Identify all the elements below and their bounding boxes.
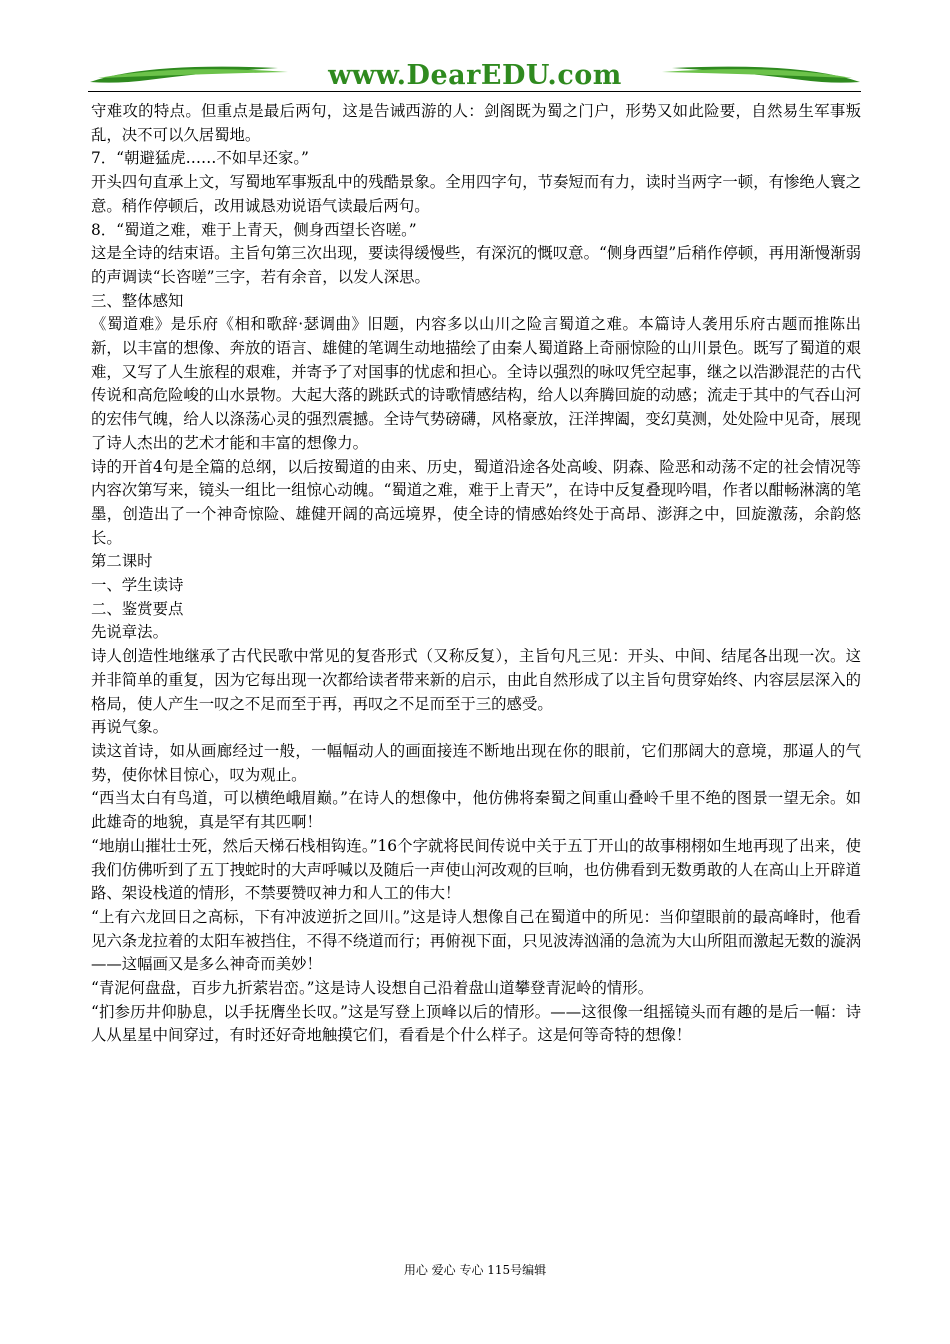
paragraph: 这是全诗的结束语。主旨句第三次出现，要读得缓慢些，有深沉的慨叹意。“侧身西望”后稍作停顿，再用渐慢渐弱的声调读“长咨嗟”三字，若有余音，以发人深思。	[91, 244, 861, 286]
paragraph: 诗人创造性地继承了古代民歌中常见的复沓形式（又称反复），主旨句凡三见：开头、中间、结尾各出现一次。这并非简单的重复，因为它每出现一次都给读者带来新的启示，由此自然形成了以主旨句贯穿始终、内容层层深入的格局，使人产生一叹之不足而至于再，再叹之不足而至于三的感受。	[91, 647, 861, 713]
paragraph: “扪参历井仰胁息，以手抚膺坐长叹。”这是写登上顶峰以后的情形。——这很像一组摇镜头而有趣的是后一幅：诗人从星星中间穿过，有时还好奇地触摸它们，看看是个什么样子。这是何等奇特的想像！	[91, 1002, 861, 1045]
section-heading: 一、学生读诗	[91, 576, 184, 595]
paragraph: 读这首诗，如从画廊经过一般，一幅幅动人的画面接连不断地出现在你的眼前，它们那阔大的意境，那逼人的气势，使你怵目惊心，叹为观止。	[91, 741, 861, 784]
site-header	[88, 58, 862, 94]
header-rule	[88, 91, 861, 92]
paragraph: 7．“朝避猛虎……不如早还家。”	[91, 149, 309, 168]
paragraph: “上有六龙回日之高标，下有冲波逆折之回川。”这是诗人想像自己在蜀道中的所见：当仰望眼前的最高峰时，他看见六条龙拉着的太阳车被挡住，不得不绕道而行；再俯视下面，只见波涛汹涌的急流为大山所阻而激起无数的漩涡——这幅画又是多么神奇而美妙！	[91, 907, 861, 974]
paragraph: 先说章法。	[91, 623, 168, 642]
paragraph: “青泥何盘盘，百步九折萦岩峦。”这是诗人设想自己沿着盘山道攀登青泥岭的情形。	[91, 979, 654, 998]
paragraph: 《蜀道难》是乐府《相和歌辞·瑟调曲》旧题，内容多以山川之险言蜀道之难。本篇诗人袭用乐府古题而推陈出新，以丰富的想像、奔放的语言、雄健的笔调生动地描绘了由秦人蜀道路上奇丽惊险的山川景色。既写了蜀道的艰难，又写了人生旅程的艰难，并寄予了对国事的忧虑和担心。全诗以强烈的咏叹凭空起事，继之以浩渺混茫的古代传说和高危险峻的山水景物。大起大落的跳跃式的诗歌情感结构，给人以奔腾回旋的动感；流走于其中的气吞山河的宏伟气魄，给人以涤荡心灵的强烈震撼。全诗气势磅礴，风格豪放，汪洋捭阖，变幻莫测，处处险中见奇，展现了诗人杰出的艺术才能和丰富的想像力。	[91, 315, 861, 452]
section-heading: 三、整体感知	[91, 291, 184, 310]
paragraph: 再说气象。	[91, 718, 168, 737]
document-body	[91, 100, 861, 1048]
paragraph: “西当太白有鸟道，可以横绝峨眉巅。”在诗人的想像中，他仿佛将秦蜀之间重山叠岭千里不绝的图景一望无余。如此雄奇的地貌，真是罕有其匹啊！	[91, 789, 861, 832]
paragraph: 诗的开首4句是全篇的总纲，以后按蜀道的由来、历史，蜀道沿途各处高峻、阴森、险恶和动荡不定的社会情况等内容次第写来，镜头一组比一组惊心动魄。“蜀道之难，难于上青天”，在诗中反复叠现吟唱，作者以酣畅淋漓的笔墨，创造出了一个神奇惊险、雄健开阔的高远境界，使全诗的情感始终处于高昂、澎湃之中，回旋激荡，余韵悠长。	[91, 457, 861, 547]
page-footer: 用心 爱心 专心 115号编辑	[403, 1263, 547, 1277]
paragraph: “地崩山摧壮士死，然后天梯石栈相钩连。”16个字就将民间传说中关于五丁开山的故事栩栩如生地再现了出来，使我们仿佛听到了五丁拽蛇时的大声呼喊以及随后一声使山河改观的巨响，也仿佛看到无数勇敢的人在高山上开辟道路、架设栈道的情形，不禁要赞叹神力和人工的伟大！	[91, 836, 861, 903]
paragraph: 守难攻的特点。但重点是最后两句，这是告诫西游的人：剑阁既为蜀之门户，形势又如此险要，自然易生军事叛乱，决不可以久居蜀地。	[91, 102, 861, 144]
section-heading: 二、鉴赏要点	[91, 599, 184, 618]
section-heading: 第二课时	[91, 552, 153, 571]
site-name: www.DearEDU.com	[328, 60, 622, 91]
paragraph: 开头四句直承上文，写蜀地军事叛乱中的残酷景象。全用四字句，节奏短而有力，读时当两字一顿，有惨绝人寰之意。稍作停顿后，改用诚恳劝说语气读最后两句。	[91, 173, 861, 215]
paragraph: 8．“蜀道之难，难于上青天，侧身西望长咨嗟。”	[91, 220, 417, 239]
